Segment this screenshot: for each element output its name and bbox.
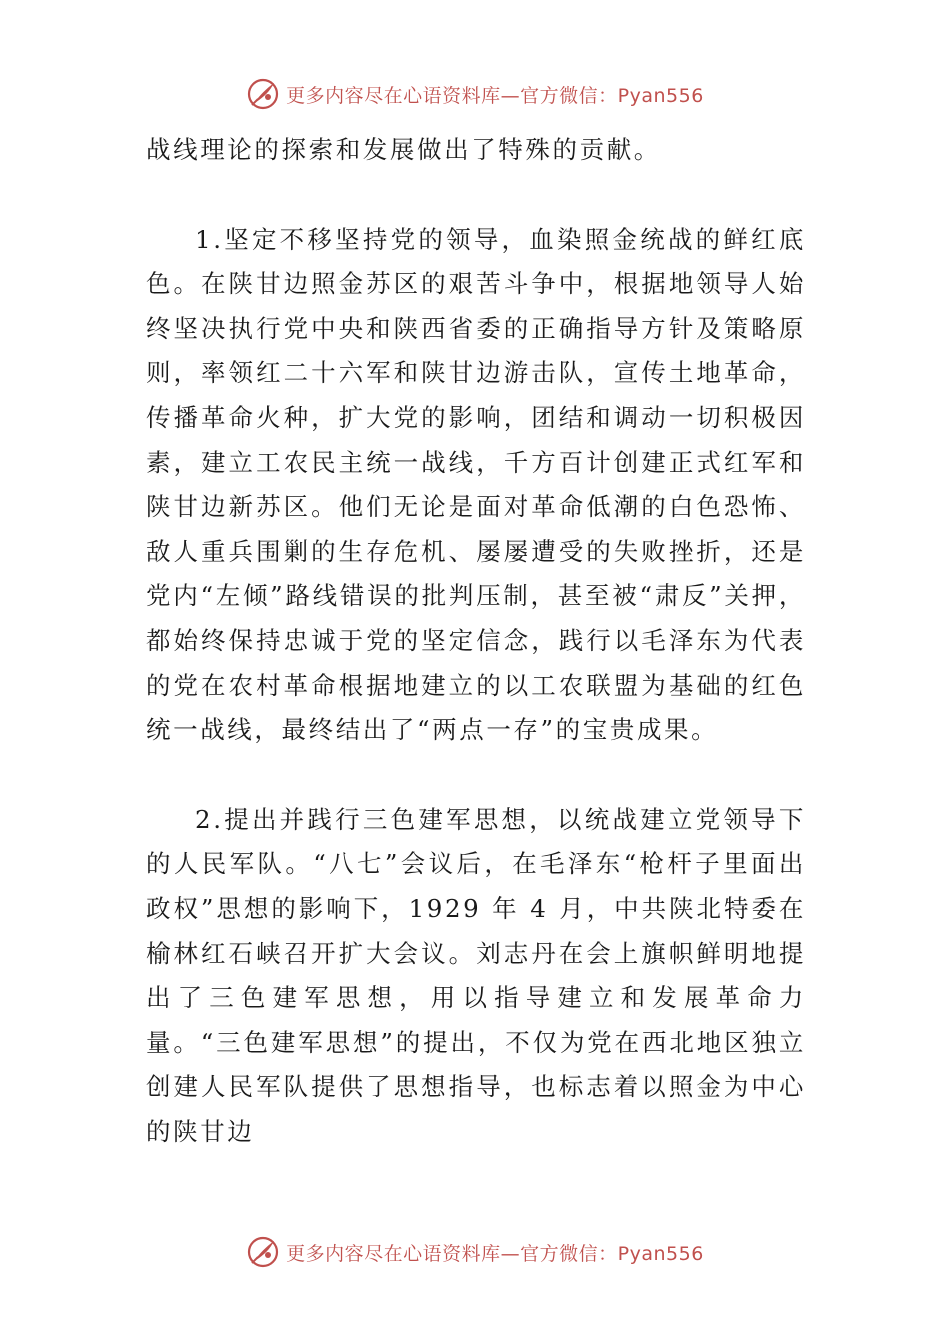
watermark-text: 更多内容尽在心语资料库—官方微信：Pyan556 [286,1242,704,1265]
watermark-text: 更多内容尽在心语资料库—官方微信：Pyan556 [286,84,704,107]
paragraph-continuation: 战线理论的探索和发展做出了特殊的贡献。 [146,135,661,164]
paragraph-point-2: 2.提出并践行三色建军思想，以统战建立党领导下的人民军队。“八七”会议后，在毛泽东“枪杆子里面出政权”思想的影响下，1929 年 4 月，中共陕北特委在榆林红石峡召开扩大会议。刘志丹在会上旗帜鲜明地提出了三色建军思想，用以指导建立和发展革命力量。“三色建军思想”的提出，不仅为党在西北地区独立创建人民军队提供了思想指导，也标志着以照金为中心的陕甘边 [146,804,806,1146]
footer-watermark [0,1232,950,1272]
header-watermark [0,74,950,114]
red-feather-pen-seal-icon [246,77,280,111]
document-body [146,128,806,1154]
red-feather-pen-seal-icon [246,1235,280,1269]
paragraph-point-1: 1.坚定不移坚持党的领导，血染照金统战的鲜红底色。在陕甘边照金苏区的艰苦斗争中，根据地领导人始终坚决执行党中央和陕西省委的正确指导方针及策略原则，率领红二十六军和陕甘边游击队，宣传土地革命，传播革命火种，扩大党的影响，团结和调动一切积极因素，建立工农民主统一战线，千方百计创建正式红军和陕甘边新苏区。他们无论是面对革命低潮的白色恐怖、敌人重兵围剿的生存危机、屡屡遭受的失败挫折，还是党内“左倾”路线错误的批判压制，甚至被“肃反”关押，都始终保持忠诚于党的坚定信念，践行以毛泽东为代表的党在农村革命根据地建立的以工农联盟为基础的红色统一战线，最终结出了“两点一存”的宝贵成果。 [146,224,806,745]
